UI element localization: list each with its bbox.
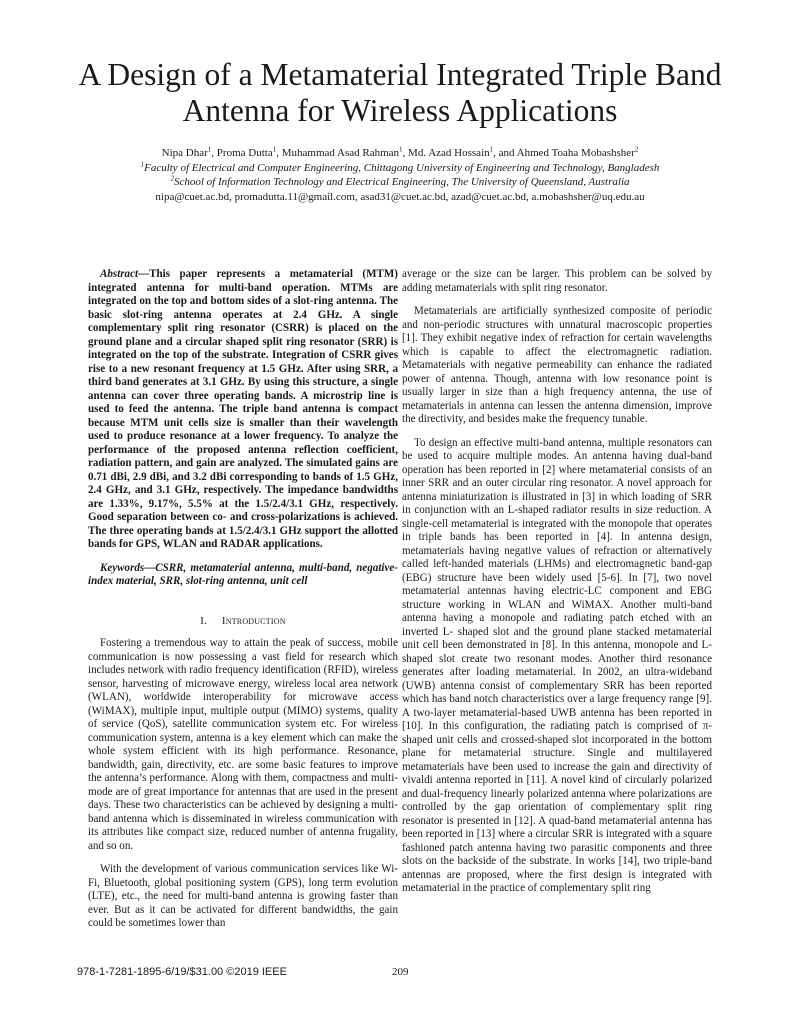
- author-3: Muhammad Asad Rahman: [281, 147, 400, 159]
- title-line-1: A Design of a Metamaterial Integrated Triple Band: [78, 57, 722, 92]
- affiliation-2: $^2$School of Information Technology and Electrical Engineering, The University of Queensland, Australia: [170, 174, 630, 188]
- keywords-text: CSRR, metamaterial antenna, multi-band, negative-index material, SRR, slot-ring antenna, unit cell: [88, 561, 398, 587]
- body-paragraph: Fostering a tremendous way to attain the peak of success, mobile communication is now possessing a vast field for research which includes network with radio frequency identification (RFID), wireless sensor, harvesting of microwave energy, wireless local area network (WLAN), worldwide interoperability for microwave access (WiMAX), multiple input, multiple output (MIMO) systems, quality of service (QoS), satellite communication system etc. For wireless communication system, antenna is a key element which can make the whole system efficient with its high performance. Resonance, bandwidth, gain, directivity, etc. are some basic features to improve the antenna’s performance. Along with them, compactness and multi-mode are of great importance for antennas that are used in the present days. These two characteristics can be achieved by designing a multi-band antenna which is disseminated in wireless communication with its attributes like compact size, reduced number of antenna frugality, and so on.: [88, 637, 398, 852]
- keywords-label: Keywords: [100, 561, 145, 574]
- abstract-text: This paper represents a metamaterial (MTM) integrated antenna for multi-band operation. MTMs are integrated on the top and bottom sides of a slot-ring antenna. The basic slot-ring antenna operates at 2.4 GHz. A single complementary split ring resonator (CSRR) is placed on the ground plane and a circular shaped split ring resonator (SRR) is integrated on the top of the substrate. Integration of CSRR gives rise to a new resonant frequency at 1.5 GHz. After using SRR, a third band generates at 3.1 GHz. By using this structure, a single antenna can cover three operating bands. A microstrip line is used to feed the antenna. The triple band antenna is compact because MTM unit cells size is smaller than their wavelength used to produce resonance at a lower frequency. To analyze the performance of the proposed antenna reflection coefficient, radiation pattern, and gain are analyzed. The simulated gains are 0.71 dBi, 2.9 dBi, and 3.2 dBi corresponding to bands of 1.5 GHz, 2.4 GHz, and 3.1 GHz, respectively. The impedance bandwidths are 1.33%, 9.17%, 5.5% at the 1.5/2.4/3.1 GHz, respectively. Good separation between co- and cross-polarizations is achieved. The three operating bands at 1.5/2.4/3.1 GHz support the allotted bands for GPS, WLAN and RADAR applications.: [88, 268, 398, 550]
- body-paragraph: average or the size can be larger. This problem can be solved by adding metamaterials with split ring resonator.: [402, 268, 712, 294]
- page-number: 209: [392, 966, 409, 978]
- author-5: and Ahmed Toaha Mobashsher: [498, 147, 635, 159]
- keywords: Keywords—CSRR, metamaterial antenna, multi-band, negative-index material, SRR, slot-ring antenna, unit cell: [88, 561, 398, 587]
- abstract-label: Abstract: [100, 268, 139, 280]
- body-paragraph: With the development of various communication services like Wi-Fi, Bluetooth, global positioning system (GPS), long term evolution (LTE), etc., the need for multi-band antenna is growing faster than ever. But as it can be activated for different bandwidths, the gain could be sometimes lower than: [88, 863, 398, 929]
- copyright-footer: 978-1-7281-1895-6/19/$31.00 ©2019 IEEE: [77, 966, 287, 978]
- paper-title: [40, 57, 760, 129]
- left-column: [88, 268, 398, 941]
- right-column: [402, 268, 712, 906]
- author-block: [40, 146, 760, 204]
- title-line-2: Antenna for Wireless Applications: [182, 93, 618, 128]
- section-number: I.: [200, 614, 208, 627]
- author-emails: nipa@cuet.ac.bd, promadutta.11@gmail.com, asad31@cuet.ac.bd, azad@cuet.ac.bd, a.mobashsher@uq.edu.au: [155, 190, 645, 203]
- author-list: Nipa Dhar$^1$, Proma Dutta$^1$, Muhammad Asad Rahman$^1$, Md. Azad Hossain$^1$, and Ahmed Toaha Mobashsher$^2$: [161, 145, 639, 159]
- abstract: Abstract—This paper represents a metamaterial (MTM) integrated antenna for multi-band operation. MTMs are integrated on the top and bottom sides of a slot-ring antenna. The basic slot-ring antenna operates at 2.4 GHz. A single complementary split ring resonator (CSRR) is placed on the ground plane and a circular shaped split ring resonator (SRR) is integrated on the top of the substrate. Integration of CSRR gives rise to a new resonant frequency at 1.5 GHz. After using SRR, a third band generates at 3.1 GHz. By using this structure, a single antenna can cover three operating bands. A microstrip line is used to feed the antenna. The triple band antenna is compact because MTM unit cells size is smaller than their wavelength used to produce resonance at a lower frequency. To analyze the performance of the proposed antenna reflection coefficient, radiation pattern, and gain are analyzed. The simulated gains are 0.71 dBi, 2.9 dBi, and 3.2 dBi corresponding to bands of 1.5 GHz, 2.4 GHz, and 3.1 GHz, respectively. The impedance bandwidths are 1.33%, 9.17%, 5.5% at the 1.5/2.4/3.1 GHz, respectively. Good separation between co- and cross-polarizations is achieved. The three operating bands at 1.5/2.4/3.1 GHz support the allotted bands for GPS, WLAN and RADAR applications.: [88, 268, 398, 550]
- author-4: Md. Azad Hossain: [408, 147, 490, 159]
- section-heading: [88, 615, 398, 629]
- section-title: Introduction: [221, 614, 286, 627]
- body-paragraph: Metamaterials are artificially synthesized composite of periodic and non-periodic structures with unnatural macroscopic properties [1]. They exhibit negative index of refraction for certain wavelengths which is capable to affect the electromagnetic radiation. Metamaterials with negative permeability can enhance the radiated power of antenna. Though, antenna with low resonance point is usually larger in size than a high frequency antenna, the use of metamaterials in antenna can lessen the antenna dimension, improve the directivity, and besides make the frequency tunable.: [402, 305, 712, 425]
- affiliation-1: $^1$Faculty of Electrical and Computer Engineering, Chittagong University of Engineering and Technology, Bangladesh: [140, 159, 660, 174]
- author-2: Proma Dutta: [216, 147, 273, 159]
- body-paragraph: To design an effective multi-band antenna, multiple resonators can be used to acquire multiple modes. An antenna having dual-band operation has been reported in [2] where metamaterial consists of an inner SRR and an outer circular ring resonator. A novel approach for antenna miniaturization is illustrated in [3] in which loading of SRR in conjunction with an L-shaped radiator results in size reduction. A single-cell metamaterial is integrated with the monopole that operates in triple bands has been reported in [4]. In antenna design, metamaterials having negative values of refraction or alternatively called left-handed materials (LHMs) and electromagnetic band-gap (EBG) structure have been widely used [5-6]. In [7], two novel metamaterial antennas having electric-LC component and EBG structure working in WLAN and WiMAX. Another multi-band antenna having a monopole and radiating patch etched with an inverted L- shaped slot and the ground plane stacked metamaterial unit cell been demonstrated in [8]. In this antenna, monopole and L-shaped slot create two resonant modes. Another third resonance generates after loading metamaterial. In 2002, an ultra-wideband (UWB) antenna consist of complementary SRR has been reported which has band notch characteristics over a large frequency range [9]. A two-layer metamaterial-based UWB antenna has been reported in [10]. In this configuration, the radiating patch is comprised of π-shaped unit cells and crossed-shaped slot incorporated in the bottom plane for metamaterial structure. Single and multilayered metamaterials have been used to increase the gain and directivity of vivaldi antenna reported in [11]. A novel kind of circularly polarized and dual-frequency linearly polarized antenna where polarizations are controlled by the gap orientation of complementary split ring resonator is presented in [12]. A quad-band metamaterial antenna has been reported in [13] where a circular SRR is integrated with a square fashioned patch antenna having two parasitic components and three slots on the backside of the substrate. In works [14], two triple-band antennas are proposed, where the first design is integrated with metamaterial in the practice of complementary split ring: [402, 436, 712, 894]
- author-1: Nipa Dhar: [161, 147, 208, 159]
